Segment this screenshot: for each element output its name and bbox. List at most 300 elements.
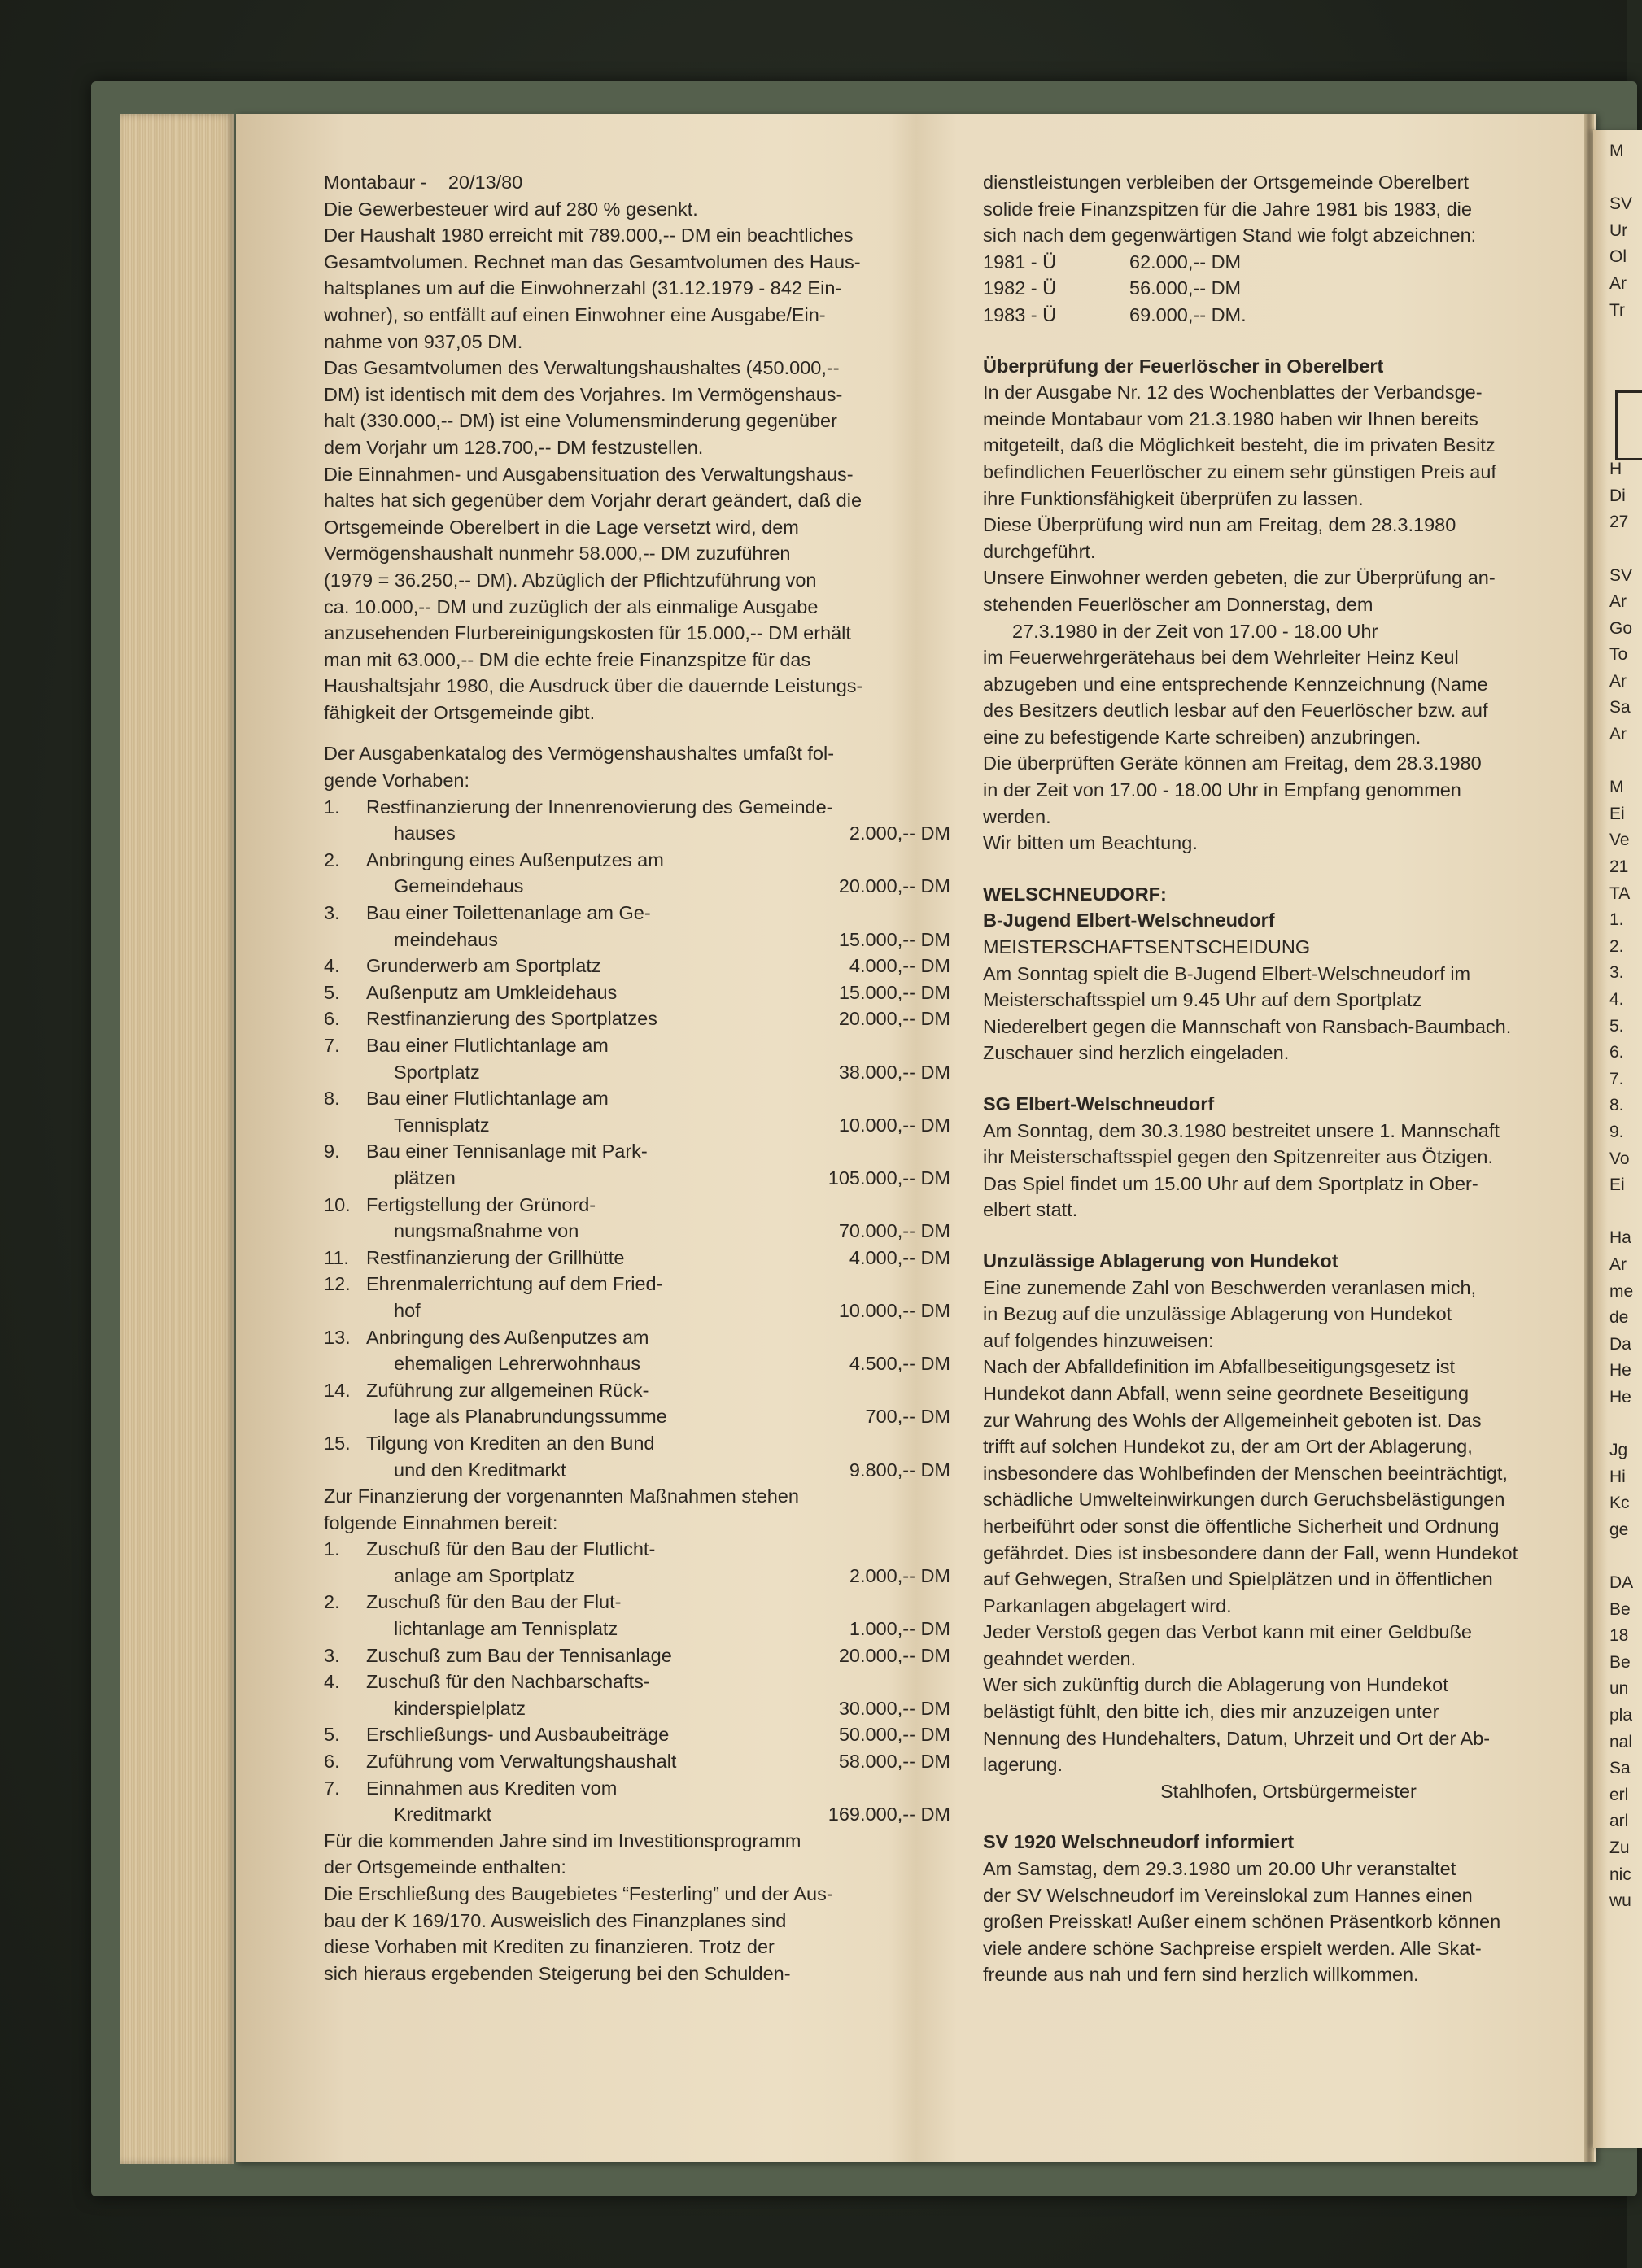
text-line: herbeiführt oder sonst die öffentliche Sicherheit und Ordnung (983, 1515, 1500, 1537)
item-number: 8. (324, 1088, 340, 1110)
text-line: Jeder Verstoß gegen das Verbot kann mit einer Geldbuße (983, 1621, 1472, 1643)
next-page-fragment: TA (1609, 883, 1631, 903)
next-page-fragment: 7. (1609, 1069, 1624, 1088)
text-line: Die Gewerbesteuer wird auf 280 % gesenkt. (324, 198, 698, 220)
next-page-fragment: nal (1609, 1732, 1633, 1751)
list-item-line (324, 1059, 950, 1086)
item-amount: 38.000,-- DM (838, 1061, 950, 1083)
next-page-fragment: 27 (1609, 512, 1629, 532)
next-page-fragment: Ei (1609, 1175, 1625, 1195)
text-line: (1979 = 36.250,-- DM). Abzüglich der Pflichtzuführung von (324, 569, 817, 591)
item-label: Zuführung vom Verwaltungshaushalt (366, 1751, 677, 1773)
text-line: in der Zeit von 17.00 - 18.00 Uhr in Empfang genommen (983, 779, 1461, 801)
list-item-line (324, 1112, 950, 1139)
list-item-line (324, 1430, 950, 1457)
text-line: dem Vorjahr um 128.700,-- DM festzustellen. (324, 436, 704, 458)
item-number: 7. (324, 1777, 340, 1799)
text-line: der Ortsgemeinde enthalten: (324, 1856, 566, 1878)
next-page-fragment: arl (1609, 1812, 1629, 1831)
text-line: trifft auf solchen Hundekot zu, der am Ort der Ablagerung, (983, 1436, 1473, 1458)
next-page-fragment: 9. (1609, 1122, 1624, 1141)
list-item-line (324, 1457, 950, 1484)
feuer-text-2 (983, 644, 1569, 857)
text-line: Eine zunemende Zahl von Beschwerden veranlasen mich, (983, 1276, 1477, 1298)
next-page-fragment: ge (1609, 1520, 1629, 1539)
item-amount: 15.000,-- DM (838, 981, 950, 1003)
text-line: werden. (983, 805, 1051, 827)
list-item-line (324, 1032, 950, 1059)
item-number: 10. (324, 1193, 351, 1215)
next-page-fragment: Zu (1609, 1838, 1630, 1857)
item-number: 7. (324, 1035, 340, 1056)
budget-continuation (983, 169, 1569, 249)
item-label: ehemaligen Lehrerwohnhaus (394, 1353, 641, 1375)
income-intro (324, 1483, 950, 1536)
finance-year: 1983 - Ü (983, 303, 1057, 325)
item-number: 5. (324, 1724, 340, 1746)
list-item-line (324, 1668, 950, 1695)
text-line: haltes hat sich gegenüber dem Vorjahr derart geändert, daß die (324, 490, 862, 512)
item-label: Sportplatz (394, 1061, 480, 1083)
list-item-line (324, 1748, 950, 1775)
item-label: meindehaus (394, 928, 499, 950)
next-page-fragment: Ar (1609, 671, 1627, 691)
next-page-fragment: erl (1609, 1785, 1629, 1804)
list-item-line (324, 1192, 950, 1219)
text-line: freunde aus nah und fern sind herzlich willkommen. (983, 1964, 1419, 1986)
text-line: viele andere schöne Sachpreise erspielt werden. Alle Skat- (983, 1937, 1482, 1959)
item-number: 12. (324, 1273, 351, 1295)
item-number-spacer (324, 820, 366, 847)
item-number-spacer (324, 927, 366, 953)
item-amount: 4.500,-- DM (849, 1353, 950, 1375)
list-item-line (324, 979, 950, 1006)
item-label: Außenputz am Umkleidehaus (366, 981, 618, 1003)
item-label: kinderspielplatz (394, 1697, 526, 1719)
item-number-spacer (324, 1165, 366, 1192)
next-page-fragment: 8. (1609, 1096, 1624, 1115)
text-line: diese Vorhaben mit Krediten zu finanzieren. Trotz der (324, 1936, 775, 1958)
text-line: elbert statt. (983, 1199, 1078, 1221)
item-amount: 20.000,-- DM (838, 1008, 950, 1030)
item-label: Tennisplatz (394, 1114, 490, 1136)
text-line: fähigkeit der Ortsgemeinde gibt. (324, 701, 596, 723)
text-line: Ortsgemeinde Oberelbert in die Lage versetzt wird, dem (324, 516, 799, 538)
list-item-line (324, 847, 950, 874)
item-label: Kreditmarkt (394, 1803, 492, 1825)
next-page-fragment (1609, 1411, 1642, 1438)
item-number-spacer (324, 1457, 366, 1484)
hunde-signature: Stahlhofen, Ortsbürgermeister (1160, 1780, 1417, 1802)
next-page-fragment: Tr (1609, 300, 1626, 320)
list-item-line (324, 1138, 950, 1165)
hunde-text (983, 1275, 1569, 1778)
text-line: dienstleistungen verbleiben der Ortsgemeinde Oberelbert (983, 172, 1469, 193)
text-line: des Besitzers deutlich lesbar auf den Feuerlöscher bzw. auf (983, 700, 1488, 722)
item-number-spacer (324, 1298, 366, 1324)
text-line: wohner), so entfällt auf einen Einwohner eine Ausgabe/Ein- (324, 303, 826, 325)
text-line: Hundekot dann Abfall, wenn seine geordnete Beseitigung (983, 1382, 1470, 1404)
text-line: ihre Funktionsfähigkeit überprüfen zu lassen. (983, 487, 1364, 509)
list-item-line (324, 1218, 950, 1245)
text-line: Parkanlagen abgelagert wird. (983, 1594, 1232, 1616)
next-page-fragment (1609, 536, 1642, 563)
list-item-line (324, 1165, 950, 1192)
list-item-line (324, 820, 950, 847)
page-header (324, 169, 950, 196)
budget-intro (324, 196, 950, 726)
text-line: mitgeteilt, daß die Möglichkeit besteht, die im privaten Besitz (983, 434, 1496, 456)
item-label: Bau einer Tennisanlage mit Park- (366, 1141, 648, 1162)
next-page-fragment: SV (1609, 194, 1633, 214)
next-page-fragment: To (1609, 645, 1628, 665)
next-page-fragment: He (1609, 1361, 1631, 1380)
list-item-line (324, 1298, 950, 1324)
income-list (324, 1536, 950, 1828)
next-page-fragment: 1. (1609, 910, 1624, 930)
item-amount: 15.000,-- DM (838, 928, 950, 950)
list-item-line (324, 1642, 950, 1669)
item-label: Restfinanzierung der Innenrenovierung des Gemeinde- (366, 796, 833, 818)
text-line: ca. 10.000,-- DM und zuzüglich der als einmalige Ausgabe (324, 595, 819, 617)
text-line: geahndet werden. (983, 1647, 1137, 1669)
list-item-line (324, 927, 950, 953)
next-page-fragment (1609, 324, 1642, 351)
investment-outlook (324, 1828, 950, 1987)
item-amount: 700,-- DM (865, 1406, 950, 1428)
header-place: Montabaur - (324, 172, 427, 193)
text-line: Niederelbert gegen die Mannschaft von Ransbach-Baumbach. (983, 1015, 1512, 1037)
item-number-spacer (324, 1218, 366, 1245)
next-page-fragment: Be (1609, 1599, 1631, 1619)
item-number: 14. (324, 1379, 351, 1401)
item-label: lage als Planabrundungssumme (394, 1406, 667, 1428)
next-page-fragment: 5. (1609, 1016, 1624, 1036)
item-number: 3. (324, 902, 340, 924)
text-line: ihr Meisterschaftsspiel gegen den Spitzenreiter aus Ötzigen. (983, 1146, 1493, 1168)
item-number: 1. (324, 1538, 340, 1560)
next-page-fragment: Da (1609, 1334, 1631, 1354)
next-page-fragment: 3. (1609, 963, 1624, 983)
list-item-line (324, 1005, 950, 1032)
item-amount: 70.000,-- DM (838, 1220, 950, 1242)
item-amount: 2.000,-- DM (849, 822, 950, 844)
list-item-line (324, 1403, 950, 1430)
text-line: der SV Welschneudorf im Vereinslokal zum Hannes einen (983, 1884, 1473, 1906)
item-number-spacer (324, 1112, 366, 1139)
item-label: Erschließungs- und Ausbaubeiträge (366, 1724, 670, 1746)
item-label: Restfinanzierung der Grillhütte (366, 1246, 625, 1268)
next-page-fragment: Vo (1609, 1149, 1630, 1168)
text-line: Meisterschaftsspiel um 9.45 Uhr auf dem Sportplatz (983, 989, 1422, 1011)
text-line: Nennung des Hundehalters, Datum, Uhrzeit und Ort der Ab- (983, 1727, 1491, 1749)
text-line: meinde Montabaur vom 21.3.1980 haben wir Ihnen bereits (983, 408, 1478, 430)
next-page-fragment: me (1609, 1281, 1634, 1301)
next-page-fragment (1609, 351, 1642, 377)
item-amount: 105.000,-- DM (828, 1167, 950, 1189)
item-label: hauses (394, 822, 456, 844)
item-label: Fertigstellung der Grünord- (366, 1193, 596, 1215)
item-number-spacer (324, 1563, 366, 1590)
list-item-line (324, 1775, 950, 1802)
next-page-fragment: Ar (1609, 725, 1627, 744)
welsch-sub: B-Jugend Elbert-Welschneudorf (983, 909, 1275, 931)
text-line: schädliche Umwelteinwirkungen durch Geruchsbelästigungen (983, 1489, 1505, 1511)
item-number: 6. (324, 1008, 340, 1030)
item-label: Zuschuß für den Nachbarschafts- (366, 1671, 650, 1693)
text-line: In der Ausgabe Nr. 12 des Wochenblattes der Verbandsge- (983, 382, 1483, 403)
next-page-fragment: H (1609, 460, 1622, 479)
item-number-spacer (324, 1616, 366, 1642)
feuer-date-line: 27.3.1980 in der Zeit von 17.00 - 18.00 Uhr (1012, 620, 1378, 642)
expenses-list (324, 794, 950, 1483)
right-column (983, 169, 1569, 1988)
list-item-line (324, 1324, 950, 1351)
item-label: Anbringung des Außenputzes am (366, 1326, 649, 1348)
text-line: Das Spiel findet um 15.00 Uhr auf dem Sportplatz in Ober- (983, 1172, 1478, 1194)
text-line: stehenden Feuerlöscher am Donnerstag, dem (983, 593, 1373, 615)
next-page-fragment: Go (1609, 618, 1633, 638)
item-label: Bau einer Flutlichtanlage am (366, 1035, 609, 1056)
list-item-line (324, 1589, 950, 1616)
text-line: man mit 63.000,-- DM die echte freie Finanzspitze für das (324, 648, 811, 670)
text-line: großen Preisskat! Außer einem schönen Präsentkorb können (983, 1911, 1501, 1933)
text-line: Am Samstag, dem 29.3.1980 um 20.00 Uhr veranstaltet (983, 1858, 1456, 1880)
item-amount: 2.000,-- DM (849, 1564, 950, 1586)
next-page-fragment: Hi (1609, 1467, 1626, 1486)
text-line: bau der K 169/170. Ausweislich des Finanzplanes sind (324, 1909, 787, 1931)
text-line: Die überprüften Geräte können am Freitag, dem 28.3.1980 (983, 752, 1482, 774)
welsch-heading: WELSCHNEUDORF: (983, 883, 1167, 905)
list-item-line (324, 1085, 950, 1112)
text-line: in Bezug auf die unzulässige Ablagerung von Hundekot (983, 1303, 1452, 1325)
next-page-fragment: Ei (1609, 804, 1625, 823)
next-page-fragment: 6. (1609, 1043, 1624, 1062)
sg-text (983, 1118, 1569, 1223)
text-line: Zuschauer sind herzlich eingeladen. (983, 1042, 1290, 1064)
next-page-fragment: Ar (1609, 592, 1627, 612)
item-number: 15. (324, 1432, 351, 1454)
item-number-spacer (324, 1350, 366, 1377)
next-page-fragment: Jg (1609, 1441, 1628, 1460)
next-page-fragment: Ol (1609, 247, 1627, 267)
text-line: Das Gesamtvolumen des Verwaltungshaushaltes (450.000,-- (324, 357, 840, 379)
next-page-fragment: un (1609, 1679, 1629, 1699)
text-line: halt (330.000,-- DM) ist eine Volumensminderung gegenüber (324, 410, 837, 432)
item-number: 2. (324, 848, 340, 870)
text-line: anzusehenden Flurbereinigungskosten für 15.000,-- DM erhält (324, 622, 851, 644)
list-item-line (324, 1377, 950, 1404)
text-line: DM) ist identisch mit dem des Vorjahres. Im Vermögenshaus- (324, 383, 843, 405)
text-line: Gesamtvolumen. Rechnet man das Gesamtvolumen des Haus- (324, 251, 861, 273)
next-page-fragment: Be (1609, 1652, 1631, 1672)
finance-year: 1981 - Ü (983, 251, 1057, 273)
list-item-line (324, 1536, 950, 1563)
item-amount: 169.000,-- DM (828, 1803, 950, 1825)
finance-year-row (983, 275, 1569, 302)
next-page-fragment: pla (1609, 1706, 1633, 1725)
item-label: Anbringung eines Außenputzes am (366, 848, 664, 870)
text-line: Der Haushalt 1980 erreicht mit 789.000,-- DM ein beachtliches (324, 225, 854, 246)
feuer-title: Überprüfung der Feuerlöscher in Oberelbert (983, 355, 1384, 377)
list-item-line (324, 794, 950, 821)
item-label: Zuschuß für den Bau der Flutlicht- (366, 1538, 656, 1560)
item-number: 11. (324, 1246, 349, 1268)
text-line: gende Vorhaben: (324, 770, 470, 792)
item-label: Zuschuß für den Bau der Flut- (366, 1591, 622, 1613)
list-item-line (324, 1721, 950, 1748)
text-line: im Feuerwehrgerätehaus bei dem Wehrleiter Heinz Keul (983, 647, 1459, 669)
item-label: Bau einer Flutlichtanlage am (366, 1088, 609, 1110)
feuer-text (983, 379, 1569, 617)
text-line: Der Ausgabenkatalog des Vermögenshaushaltes umfaßt fol- (324, 743, 835, 765)
item-amount: 20.000,-- DM (838, 875, 950, 897)
list-item-line (324, 1245, 950, 1271)
welsch-text (983, 961, 1569, 1066)
list-item-line (324, 953, 950, 979)
sv-text (983, 1856, 1569, 1988)
sv-title: SV 1920 Welschneudorf informiert (983, 1831, 1295, 1853)
item-label: und den Kreditmarkt (394, 1459, 566, 1481)
text-line: belästigt fühlt, den bitte ich, dies mir anzuzeigen unter (983, 1701, 1439, 1723)
item-amount: 10.000,-- DM (838, 1114, 950, 1136)
next-page-fragment: 4. (1609, 990, 1624, 1009)
expenses-intro (324, 740, 950, 793)
item-label: Grunderwerb am Sportplatz (366, 955, 601, 977)
item-amount: 30.000,-- DM (838, 1697, 950, 1719)
item-amount: 20.000,-- DM (838, 1644, 950, 1666)
text-line: Wer sich zukünftig durch die Ablagerung von Hundekot (983, 1674, 1448, 1696)
item-label: Ehrenmalerrichtung auf dem Fried- (366, 1273, 663, 1295)
text-line: gefährdet. Dies ist insbesondere dann der Fall, wenn Hundekot (983, 1542, 1518, 1564)
finance-years (983, 249, 1569, 329)
next-page-fragment: SV (1609, 565, 1633, 585)
next-page-fragment: wu (1609, 1891, 1631, 1911)
finance-amount: 62.000,-- DM (1129, 251, 1242, 273)
text-line: nahme von 937,05 DM. (324, 330, 523, 352)
text-line: Die Einnahmen- und Ausgabensituation des Verwaltungshaus- (324, 463, 854, 485)
item-number-spacer (324, 873, 366, 900)
item-number: 9. (324, 1141, 340, 1162)
welsch-caps: MEISTERSCHAFTSENTSCHEIDUNG (983, 936, 1311, 958)
next-page-fragment: Sa (1609, 698, 1631, 717)
text-line: eine zu befestigende Karte schreiben) anzubringen. (983, 726, 1421, 748)
text-line: Vermögenshaushalt nunmehr 58.000,-- DM zuzuführen (324, 543, 791, 565)
next-page-fragment: Di (1609, 486, 1626, 505)
item-number-spacer (324, 1403, 366, 1430)
text-line: Am Sonntag, dem 30.3.1980 bestreitet unsere 1. Mannschaft (983, 1119, 1500, 1141)
list-item-line (324, 873, 950, 900)
item-number: 4. (324, 955, 340, 977)
item-label: Zuschuß zum Bau der Tennisanlage (366, 1644, 672, 1666)
item-label: plätzen (394, 1167, 456, 1189)
list-item-line (324, 1271, 950, 1298)
list-item-line (324, 1350, 950, 1377)
item-number: 5. (324, 981, 340, 1003)
text-line: befindlichen Feuerlöscher zu einem sehr günstigen Preis auf (983, 460, 1496, 482)
item-amount: 4.000,-- DM (849, 955, 950, 977)
next-page-fragment (1609, 1199, 1642, 1226)
text-line: Diese Überprüfung wird nun am Freitag, dem 28.3.1980 (983, 514, 1456, 536)
item-number: 13. (324, 1326, 351, 1348)
item-number-spacer (324, 1801, 366, 1828)
text-line: insbesondere das Wohlbefinden der Menschen beeinträchtigt, (983, 1462, 1508, 1484)
item-amount: 9.800,-- DM (849, 1459, 950, 1481)
next-page-fragment: 21 (1609, 857, 1629, 877)
next-page-fragment: 2. (1609, 936, 1624, 956)
item-amount: 58.000,-- DM (838, 1751, 950, 1773)
text-line: haltsplanes um auf die Einwohnerzahl (31.12.1979 - 842 Ein- (324, 277, 842, 299)
item-amount: 4.000,-- DM (849, 1246, 950, 1268)
item-number: 1. (324, 796, 340, 818)
text-line: auf folgendes hinzuweisen: (983, 1329, 1214, 1351)
item-label: Restfinanzierung des Sportplatzes (366, 1008, 657, 1030)
item-number-spacer (324, 1695, 366, 1722)
item-number: 2. (324, 1591, 340, 1613)
next-page-fragment: 18 (1609, 1626, 1629, 1646)
next-page-fragment (1609, 748, 1642, 775)
list-item-line (324, 900, 950, 927)
next-page-fragment: He (1609, 1387, 1631, 1407)
text-line: solide freie Finanzspitzen für die Jahre 1981 bis 1983, die (983, 198, 1472, 220)
text-line: Wir bitten um Beachtung. (983, 832, 1198, 854)
item-number-spacer (324, 1059, 366, 1086)
next-page-fragment: de (1609, 1308, 1629, 1328)
next-page-fragment: Kc (1609, 1494, 1630, 1513)
item-label: lichtanlage am Tennisplatz (394, 1618, 618, 1640)
item-amount: 1.000,-- DM (849, 1618, 950, 1640)
item-label: anlage am Sportplatz (394, 1564, 575, 1586)
text-line: Für die kommenden Jahre sind im Investitionsprogramm (324, 1830, 801, 1851)
next-page-fragment: Ar (1609, 1254, 1627, 1274)
text-line: zur Wahrung des Wohls der Allgemeinheit geboten ist. Das (983, 1409, 1482, 1431)
item-label: Gemeindehaus (394, 875, 524, 897)
next-page-fragment: Ve (1609, 831, 1630, 850)
list-item-line (324, 1695, 950, 1722)
next-page-fragment: Sa (1609, 1759, 1631, 1778)
finance-year-row (983, 249, 1569, 276)
next-page-fragment (1609, 1543, 1642, 1570)
header-issue: 20/13/80 (448, 172, 523, 193)
item-number: 6. (324, 1751, 340, 1773)
next-page-fragment: nic (1609, 1865, 1631, 1884)
text-line: sich hieraus ergebenden Steigerung bei den Schulden- (324, 1962, 791, 1984)
sg-title: SG Elbert-Welschneudorf (983, 1093, 1215, 1114)
item-number: 4. (324, 1671, 340, 1693)
item-label: Zuführung zur allgemeinen Rück- (366, 1379, 649, 1401)
item-label: nungsmaßnahme von (394, 1220, 579, 1242)
text-line: sich nach dem gegenwärtigen Stand wie folgt abzeichnen: (983, 225, 1477, 246)
item-label: hof (394, 1299, 421, 1321)
text-line: Die Erschließung des Baugebietes “Festerling” und der Aus- (324, 1883, 833, 1904)
next-page-fragment: M (1609, 142, 1624, 160)
next-page-fragment: DA (1609, 1573, 1634, 1593)
finance-year: 1982 - Ü (983, 277, 1057, 299)
finance-amount: 69.000,-- DM. (1129, 303, 1247, 325)
next-page-fragment: Ha (1609, 1228, 1631, 1248)
text-line: lagerung. (983, 1754, 1063, 1776)
item-label: Bau einer Toilettenanlage am Ge- (366, 902, 651, 924)
text-line: Unsere Einwohner werden gebeten, die zur Überprüfung an- (983, 567, 1496, 589)
page-edges (120, 114, 234, 2164)
left-column (324, 169, 950, 1987)
item-number: 3. (324, 1644, 340, 1666)
text-line: abzugeben und eine entsprechende Kennzeichnung (Name (983, 673, 1488, 695)
finance-year-row (983, 302, 1569, 329)
text-line: auf Gehwegen, Straßen und Spielplätzen und in öffentlichen (983, 1568, 1493, 1590)
finance-amount: 56.000,-- DM (1129, 277, 1242, 299)
list-item-line (324, 1563, 950, 1590)
